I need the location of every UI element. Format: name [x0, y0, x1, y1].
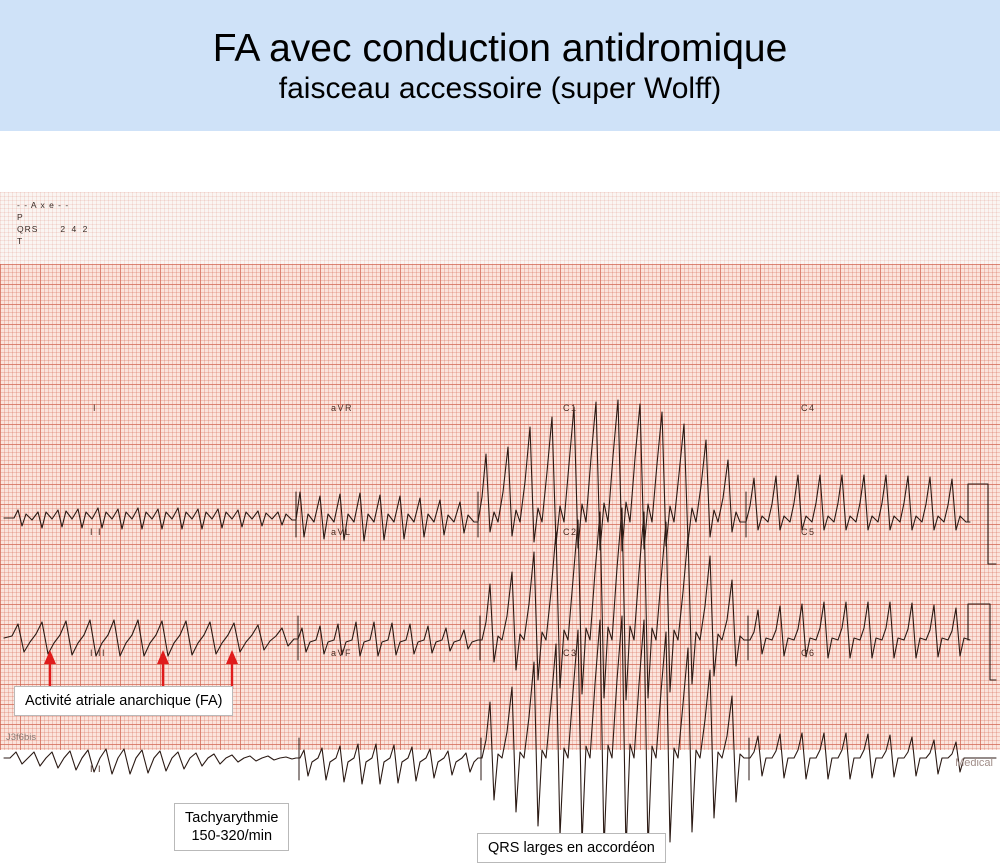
ecg-trace-row1 — [4, 400, 970, 551]
callout-tachyarrhythmia-line1: Tachyarythmie — [185, 810, 279, 826]
lead-label-c3: C3 — [563, 648, 578, 658]
lead-label-c4: C4 — [801, 403, 816, 413]
axis-report-qrs — [17, 223, 89, 235]
lead-label-avf: aVF — [331, 648, 353, 658]
page-subtitle: faisceau accessoire (super Wolff) — [278, 72, 722, 106]
lead-label-c5: C5 — [801, 527, 816, 537]
callout-atrial-activity: Activité atriale anarchique (FA) — [14, 686, 233, 716]
fa-arrows — [44, 650, 238, 689]
lead-label-ii: I I — [90, 527, 103, 537]
axis-report — [17, 199, 89, 247]
watermark-medical: Medical — [955, 757, 993, 769]
figure-code-label: J3f6bis — [6, 732, 37, 743]
ecg-cal-pulse-row1 — [968, 484, 996, 564]
lead-label-c2: C2 — [563, 527, 578, 537]
content-gap — [0, 131, 1000, 192]
fa-arrow-3 — [226, 650, 238, 689]
fa-arrow-1 — [44, 650, 56, 689]
page-title: FA avec conduction antidromique — [212, 27, 788, 71]
callout-tachyarrhythmia — [174, 803, 289, 851]
axis-report-header: - - A x e - - — [17, 200, 70, 210]
lead-label-c1: C1 — [563, 403, 578, 413]
callout-tachyarrhythmia-line2: 150-320/min — [191, 828, 273, 845]
ecg-trace-row2 — [4, 508, 970, 700]
ecg-trace-row3 — [4, 616, 996, 852]
callout-wide-qrs: QRS larges en accordéon — [477, 833, 666, 863]
lead-label-c6: C6 — [801, 648, 816, 658]
lead-label-rhythm: I I — [90, 764, 103, 774]
lead-label-i: I — [93, 403, 98, 413]
ecg-traces — [0, 192, 1000, 750]
axis-report-qrs-label: QRS — [17, 224, 39, 234]
ecg-figure — [0, 192, 1000, 856]
lead-label-avl: aVL — [331, 527, 352, 537]
fa-arrow-2 — [157, 650, 169, 689]
axis-report-t: T — [17, 236, 24, 246]
slide-title-banner — [0, 0, 1000, 131]
lead-label-avr: aVR — [331, 403, 354, 413]
lead-label-iii: I II — [90, 648, 107, 658]
ecg-cal-pulse-row2 — [968, 604, 996, 680]
axis-report-p: P — [17, 212, 24, 222]
axis-report-qrs-value: 2 4 2 — [60, 224, 90, 234]
